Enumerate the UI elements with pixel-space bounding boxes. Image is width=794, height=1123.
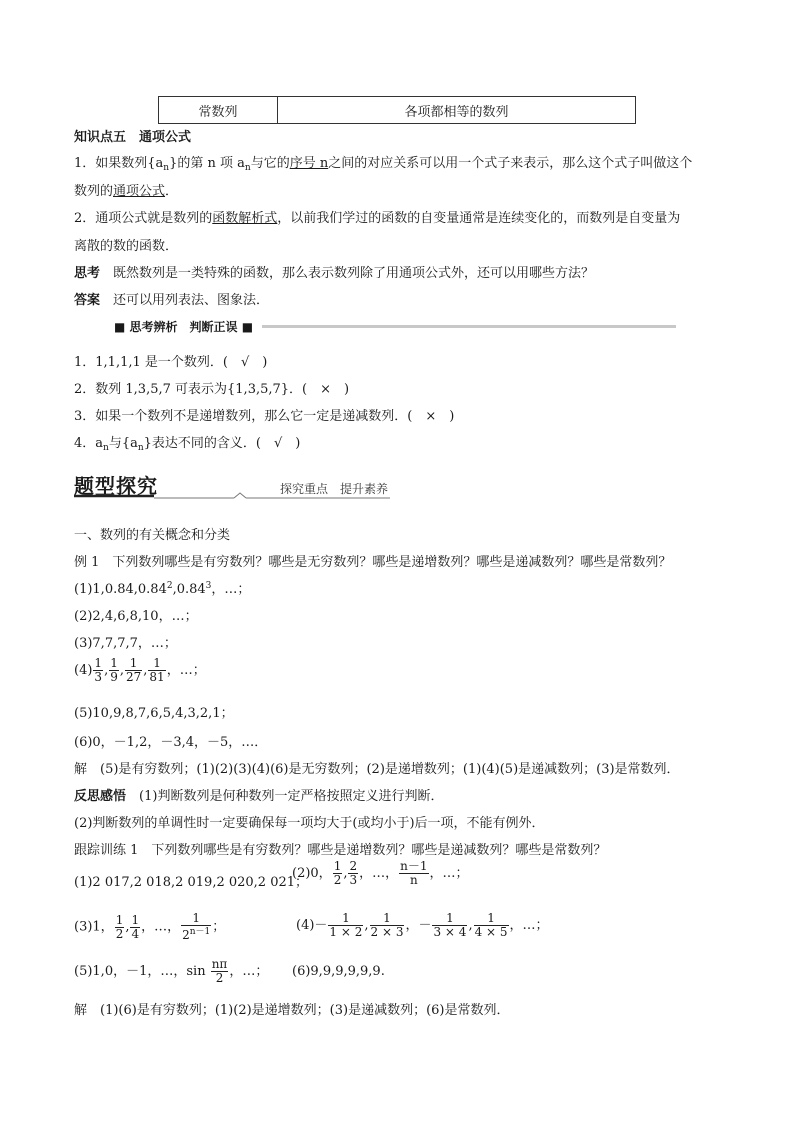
part1-heading: 一、数列的有关概念和分类 (74, 528, 231, 543)
think-line: 思考 既然数列是一类特殊的函数，那么表示数列除了用通项公式外，还可以用哪些方法？ (74, 266, 595, 281)
track-item-6: (6)9,9,9,9,9,9. (292, 964, 385, 979)
judge-item-3: 3．如果一个数列不是递增数列，那么它一定是递减数列．( × ) (74, 409, 455, 424)
track-item-5: (5)1,0，－1，…，sin $\frac{n\pi}{2}$ ，…； (74, 957, 269, 985)
track-item-3: (3)1， $\frac{1}{2}$ , $\frac{1}{4}$ ，…， $\frac{1}{2^{n-1}}$ ； (74, 911, 226, 942)
ex1-item-3: (3)7,7,7,7，…； (74, 636, 177, 651)
reflection-label: 反思感悟 (74, 789, 127, 804)
section-rule (262, 325, 676, 328)
kp5-para1-line2: 数列的通项公式． (74, 184, 179, 199)
track-item-4: (4)－ $\frac{1}{1 \times 2}$ , $\frac{1}{2 \times 3}$ ，－ $\frac{1}{3 \times 4}$ , $\frac{1}{4 \times 5}$ ，…； (296, 911, 549, 939)
track-item-1: (1)2 017,2 018,2 019,2 020,2 021； (74, 875, 309, 890)
answer-label: 答案 (74, 293, 101, 308)
answer-line: 答案 还可以用列表法、图象法． (74, 293, 270, 308)
ex1-item-4: (4) $\frac{1}{3}$ , $\frac{1}{9}$ , $\frac{1}{27}$ , $\frac{1}{81}$ ，…； (74, 656, 206, 684)
kp5-para2-line1: 2．通项公式就是数列的函数解析式，以前我们学过的函数的自变量通常是连续变化的，而数列是自变量为 (74, 211, 681, 226)
ex1-item-5: (5)10,9,8,7,6,5,4,3,2,1； (74, 706, 234, 721)
section-judge-bar (106, 318, 676, 334)
track-exercise-prompt: 跟踪训练 1 下列数列哪些是有穷数列？哪些是递增数列？哪些是递减数列？哪些是常数列？ (74, 843, 607, 858)
ex1-solution: 解 (5)是有穷数列；(1)(2)(3)(4)(6)是无穷数列；(2)是递增数列；(1)(4)(5)是递减数列；(3)是常数列． (74, 762, 680, 777)
ex1-item-6: (6)0，－1,2，－3,4，－5，…． (74, 735, 268, 750)
section-title: 题型探究 (74, 474, 158, 498)
reflection-line1: 反思感悟 (1)判断数列是何种数列一定严格按照定义进行判断． (74, 789, 444, 804)
judge-item-4: 4．$a_n$与$\{a_n\}$表达不同的含义．( √ ) (74, 436, 301, 453)
example1-prompt: 例 1 下列数列哪些是有穷数列？哪些是无穷数列？哪些是递增数列？哪些是递减数列？哪些是常数列？ (74, 555, 672, 570)
track-solution: 解 (1)(6)是有穷数列；(1)(2)是递增数列；(3)是递减数列；(6)是常数列． (74, 1003, 510, 1018)
judge-item-1: 1．1,1,1,1 是一个数列．( √ ) (74, 355, 268, 370)
think-label: 思考 (74, 266, 101, 281)
section-judge-title: ■ 思考辨析 判断正误 ■ (114, 320, 254, 334)
section-subtitle: 探究重点 提升素养 (280, 482, 389, 496)
kp5-para2-line2: 离散的数的函数． (74, 239, 179, 254)
kp5-heading: 知识点五 通项公式 (74, 130, 192, 145)
ex1-item-1: (1)1,0.84,0.84$^2$,0.84$^3$，…； (74, 581, 251, 597)
constant-sequence-table (158, 96, 636, 124)
kp5-para1-line1: 1．如果数列$\{a_n\}$的第 n 项 $a_n$与它的序号 n之间的对应关系可以用一个式子来表示，那么这个式子叫做这个 (74, 156, 693, 173)
judge-item-2: 2．数列 1,3,5,7 可表示为{1,3,5,7}．( × ) (74, 382, 350, 397)
track-item-2: (2)0， $\frac{1}{2}$ , $\frac{2}{3}$ ，…， $\frac{n-1}{n}$ ，…； (292, 859, 469, 887)
table-cell-term: 常数列 (159, 97, 278, 124)
table-cell-definition: 各项都相等的数列 (278, 97, 636, 124)
ex1-item-2: (2)2,4,6,8,10，…； (74, 609, 198, 624)
reflection-line2: (2)判断数列的单调性时一定要确保每一项均大于(或均小于)后一项，不能有例外． (74, 816, 545, 831)
